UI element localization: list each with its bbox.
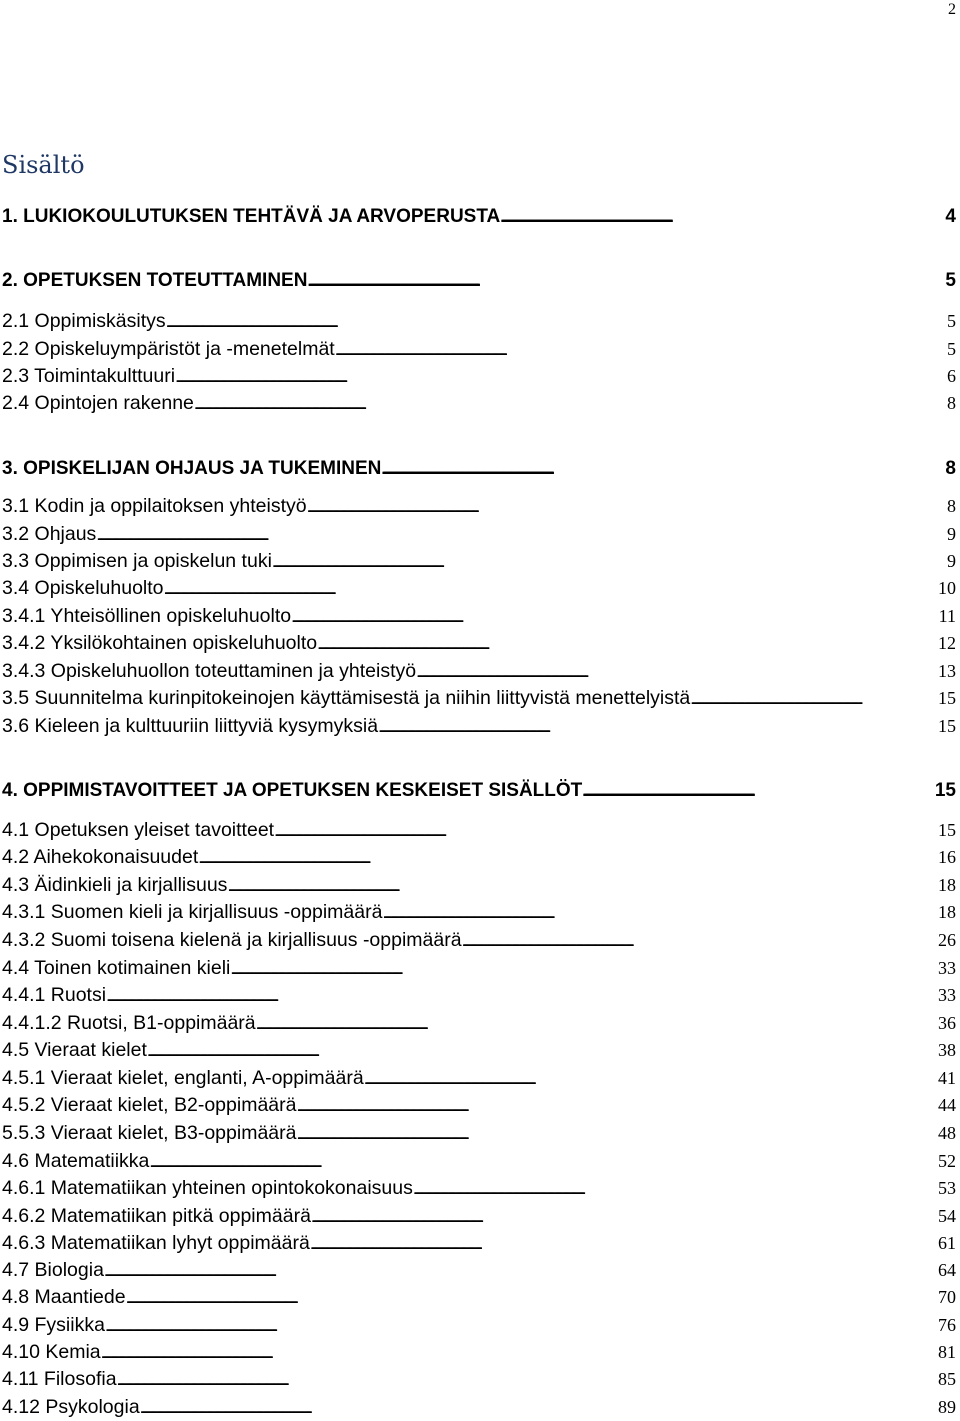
toc-entry-page: 12 <box>938 633 956 653</box>
toc-entry-label: 4.4.1.2 Ruotsi, B1-oppimäärä <box>2 1012 256 1034</box>
toc-entry-label: 4.6.3 Matematiikan lyhyt oppimäärä <box>2 1232 310 1254</box>
dot-leader <box>164 575 938 601</box>
toc-entry-label: 4.3.1 Suomen kieli ja kirjallisuus -oppimäärä <box>2 901 383 923</box>
dot-leader <box>307 493 947 519</box>
dot-leader <box>147 1037 938 1063</box>
dot-leader <box>296 1120 938 1146</box>
toc-entry-label: 3.4.1 Yhteisöllinen opiskeluhuolto <box>2 605 292 627</box>
toc-entry-page: 54 <box>938 1206 956 1226</box>
dot-leader <box>126 1284 938 1310</box>
toc-entry-label: 4. OPPIMISTAVOITTEET JA OPETUKSEN KESKEISET SISÄLLÖT <box>2 780 583 801</box>
toc-entry[interactable] <box>2 336 956 362</box>
toc-entry-label: 4.2 Aihekokonaisuudet <box>2 846 199 868</box>
dot-leader <box>166 308 947 334</box>
dot-leader <box>335 336 947 362</box>
toc-entry-page: 13 <box>938 661 956 681</box>
toc-entry-page: 15 <box>938 820 956 840</box>
toc-entry[interactable] <box>2 521 956 547</box>
dot-leader <box>307 268 945 294</box>
toc-entry[interactable] <box>2 1366 956 1392</box>
toc-entry-page: 33 <box>938 958 956 978</box>
toc-entry-page: 8 <box>947 393 956 413</box>
toc-entry-label: 5.5.3 Vieraat kielet, B3-oppimäärä <box>2 1122 297 1144</box>
toc-entry[interactable] <box>2 390 956 416</box>
toc-entry-page: 36 <box>938 1013 956 1033</box>
toc-entry-page: 4 <box>945 206 956 227</box>
toc-entry-label: 4.7 Biologia <box>2 1259 104 1281</box>
toc-entry-page: 53 <box>938 1178 956 1198</box>
dot-leader <box>104 1257 938 1283</box>
dot-leader <box>582 778 935 804</box>
toc-entry-page: 16 <box>938 847 956 867</box>
toc-entry-page: 44 <box>938 1095 956 1115</box>
toc-entry-page: 10 <box>938 578 956 598</box>
dot-leader <box>194 390 947 416</box>
toc-entry-page: 33 <box>938 985 956 1005</box>
dot-leader <box>198 844 938 870</box>
toc-entry-page: 89 <box>938 1397 956 1417</box>
dot-leader <box>310 1230 938 1256</box>
toc-entry-label: 4.5.2 Vieraat kielet, B2-oppimäärä <box>2 1094 297 1116</box>
dot-leader <box>96 521 947 547</box>
dot-leader <box>364 1065 938 1091</box>
dot-leader <box>381 456 945 482</box>
toc-entry-page: 76 <box>938 1315 956 1335</box>
toc-entry-page: 18 <box>938 875 956 895</box>
toc-entry[interactable] <box>2 1284 956 1310</box>
toc-entry-page: 5 <box>947 339 956 359</box>
toc-entry-label: 1. LUKIOKOULUTUKSEN TEHTÄVÄ JA ARVOPERUSTA <box>2 206 501 227</box>
dot-leader <box>272 548 947 574</box>
toc-entry[interactable] <box>2 548 956 574</box>
toc-entry[interactable] <box>2 1065 956 1091</box>
toc-entry[interactable] <box>2 308 956 334</box>
dot-leader <box>311 1203 938 1229</box>
dot-leader <box>149 1148 938 1174</box>
toc-entry-page: 11 <box>938 606 956 626</box>
toc-entry[interactable] <box>2 982 956 1008</box>
dot-leader <box>175 363 947 389</box>
toc-entry[interactable] <box>2 658 956 684</box>
toc-entry[interactable] <box>2 1312 956 1338</box>
toc-entry[interactable] <box>2 493 956 519</box>
toc-entry-label: 3. OPISKELIJAN OHJAUS JA TUKEMINEN <box>2 458 382 479</box>
dot-leader <box>462 927 938 953</box>
dot-leader <box>101 1339 938 1365</box>
toc-entry-label: 4.4.1 Ruotsi <box>2 984 107 1006</box>
toc-entry[interactable] <box>2 778 956 804</box>
dot-leader <box>230 955 938 981</box>
toc-entry-label: 3.4.3 Opiskeluhuollon toteuttaminen ja yhteistyö <box>2 660 417 682</box>
dot-leader <box>140 1394 938 1420</box>
toc-entry[interactable] <box>2 1092 956 1118</box>
toc-entry-page: 26 <box>938 930 956 950</box>
toc-entry[interactable] <box>2 817 956 843</box>
toc-entry-label: 3.5 Suunnitelma kurinpitokeinojen käyttämisestä ja niihin liittyvistä menettelyistä <box>2 687 691 709</box>
toc-entry-label: 4.11 Filosofia <box>2 1368 117 1390</box>
toc-entry[interactable] <box>2 1203 956 1229</box>
toc-entry-label: 2.1 Oppimiskäsitys <box>2 310 166 332</box>
toc-entry[interactable] <box>2 1257 956 1283</box>
toc-entry[interactable] <box>2 268 956 294</box>
toc-entry[interactable] <box>2 456 956 482</box>
toc-entry[interactable] <box>2 204 956 230</box>
toc-entry-page: 52 <box>938 1151 956 1171</box>
toc-entry-label: 4.12 Psykologia <box>2 1396 140 1418</box>
dot-leader <box>500 204 945 230</box>
toc-entry-page: 64 <box>938 1260 956 1280</box>
toc-entry[interactable] <box>2 927 956 953</box>
dot-leader <box>382 899 938 925</box>
dot-leader <box>227 872 938 898</box>
toc-entry[interactable] <box>2 1120 956 1146</box>
toc-entry-page: 5 <box>947 311 956 331</box>
toc-entry-label: 3.1 Kodin ja oppilaitoksen yhteistyö <box>2 495 307 517</box>
toc-entry-page: 15 <box>934 780 956 801</box>
dot-leader <box>317 630 938 656</box>
toc-entry-label: 4.3 Äidinkieli ja kirjallisuus <box>2 874 228 896</box>
toc-entry[interactable] <box>2 603 956 629</box>
toc-entry[interactable] <box>2 575 956 601</box>
toc-entry-page: 9 <box>947 524 956 544</box>
toc-entry[interactable] <box>2 1148 956 1174</box>
toc-entry-page: 70 <box>938 1287 956 1307</box>
toc-entry[interactable] <box>2 1339 956 1365</box>
toc-entry-label: 2.3 Toimintakulttuuri <box>2 365 176 387</box>
toc-entry-label: 4.5 Vieraat kielet <box>2 1039 147 1061</box>
toc-entry-page: 8 <box>945 458 956 479</box>
toc-entry[interactable] <box>2 899 956 925</box>
toc-entry-label: 4.3.2 Suomi toisena kielenä ja kirjallisuus -oppimäärä <box>2 929 462 951</box>
toc-entry[interactable] <box>2 1394 956 1420</box>
toc-entry-label: 2.2 Opiskeluympäristöt ja -menetelmät <box>2 338 335 360</box>
toc-entry-label: 4.6.1 Matematiikan yhteinen opintokokonaisuus <box>2 1177 413 1199</box>
toc-entry-label: 4.9 Fysiikka <box>2 1314 105 1336</box>
toc-entry-label: 4.6 Matematiikka <box>2 1150 150 1172</box>
toc-entry-label: 3.4.2 Yksilökohtainen opiskeluhuolto <box>2 632 318 654</box>
toc-entry-page: 48 <box>938 1123 956 1143</box>
toc-entry-label: 4.6.2 Matematiikan pitkä oppimäärä <box>2 1205 311 1227</box>
toc-entry-label: 4.5.1 Vieraat kielet, englanti, A-oppimäärä <box>2 1067 364 1089</box>
page-number: 2 <box>948 1 956 18</box>
toc-entry-label: 4.8 Maantiede <box>2 1286 126 1308</box>
toc-entry-page: 8 <box>947 496 956 516</box>
toc-entry-page: 15 <box>938 716 956 736</box>
toc-entry[interactable] <box>2 955 956 981</box>
toc-entry-label: 2.4 Opintojen rakenne <box>2 392 194 414</box>
toc-entry-page: 15 <box>938 688 956 708</box>
toc-entry-page: 9 <box>947 551 956 571</box>
toc-entry[interactable] <box>2 872 956 898</box>
toc-entry-page: 18 <box>938 902 956 922</box>
toc-entry[interactable] <box>2 630 956 656</box>
dot-leader <box>291 603 939 629</box>
dot-leader <box>274 817 938 843</box>
dot-leader <box>106 982 938 1008</box>
toc-entry-label: 2. OPETUKSEN TOTEUTTAMINEN <box>2 270 308 291</box>
toc-entry-label: 4.1 Opetuksen yleiset tavoitteet <box>2 819 275 841</box>
toc-entry[interactable] <box>2 844 956 870</box>
dot-leader <box>690 685 938 711</box>
toc-entry[interactable] <box>2 363 956 389</box>
toc-title: Sisältö <box>2 151 85 180</box>
toc-entry-page: 5 <box>945 270 956 291</box>
dot-leader <box>105 1312 938 1338</box>
toc-entry-label: 4.10 Kemia <box>2 1341 101 1363</box>
toc-entry-label: 3.4 Opiskeluhuolto <box>2 577 164 599</box>
toc-entry-label: 4.4 Toinen kotimainen kieli <box>2 957 231 979</box>
toc-entry-page: 6 <box>947 366 956 386</box>
toc-entry-page: 61 <box>938 1233 956 1253</box>
toc-entry[interactable] <box>2 1230 956 1256</box>
toc-entry[interactable] <box>2 713 956 739</box>
toc-entry[interactable] <box>2 685 956 711</box>
dot-leader <box>256 1010 938 1036</box>
toc-entry-label: 3.3 Oppimisen ja opiskelun tuki <box>2 550 272 572</box>
toc-entry[interactable] <box>2 1010 956 1036</box>
toc-entry-page: 41 <box>938 1068 956 1088</box>
dot-leader <box>117 1366 938 1392</box>
toc-entry-page: 85 <box>938 1369 956 1389</box>
toc-entry[interactable] <box>2 1037 956 1063</box>
dot-leader <box>296 1092 938 1118</box>
toc-entry-page: 81 <box>938 1342 956 1362</box>
toc-entry-label: 3.2 Ohjaus <box>2 523 97 545</box>
dot-leader <box>378 713 938 739</box>
toc-entry-page: 38 <box>938 1040 956 1060</box>
dot-leader <box>416 658 938 684</box>
toc-entry-label: 3.6 Kieleen ja kulttuuriin liittyviä kysymyksiä <box>2 715 379 737</box>
dot-leader <box>413 1175 938 1201</box>
toc-entry[interactable] <box>2 1175 956 1201</box>
